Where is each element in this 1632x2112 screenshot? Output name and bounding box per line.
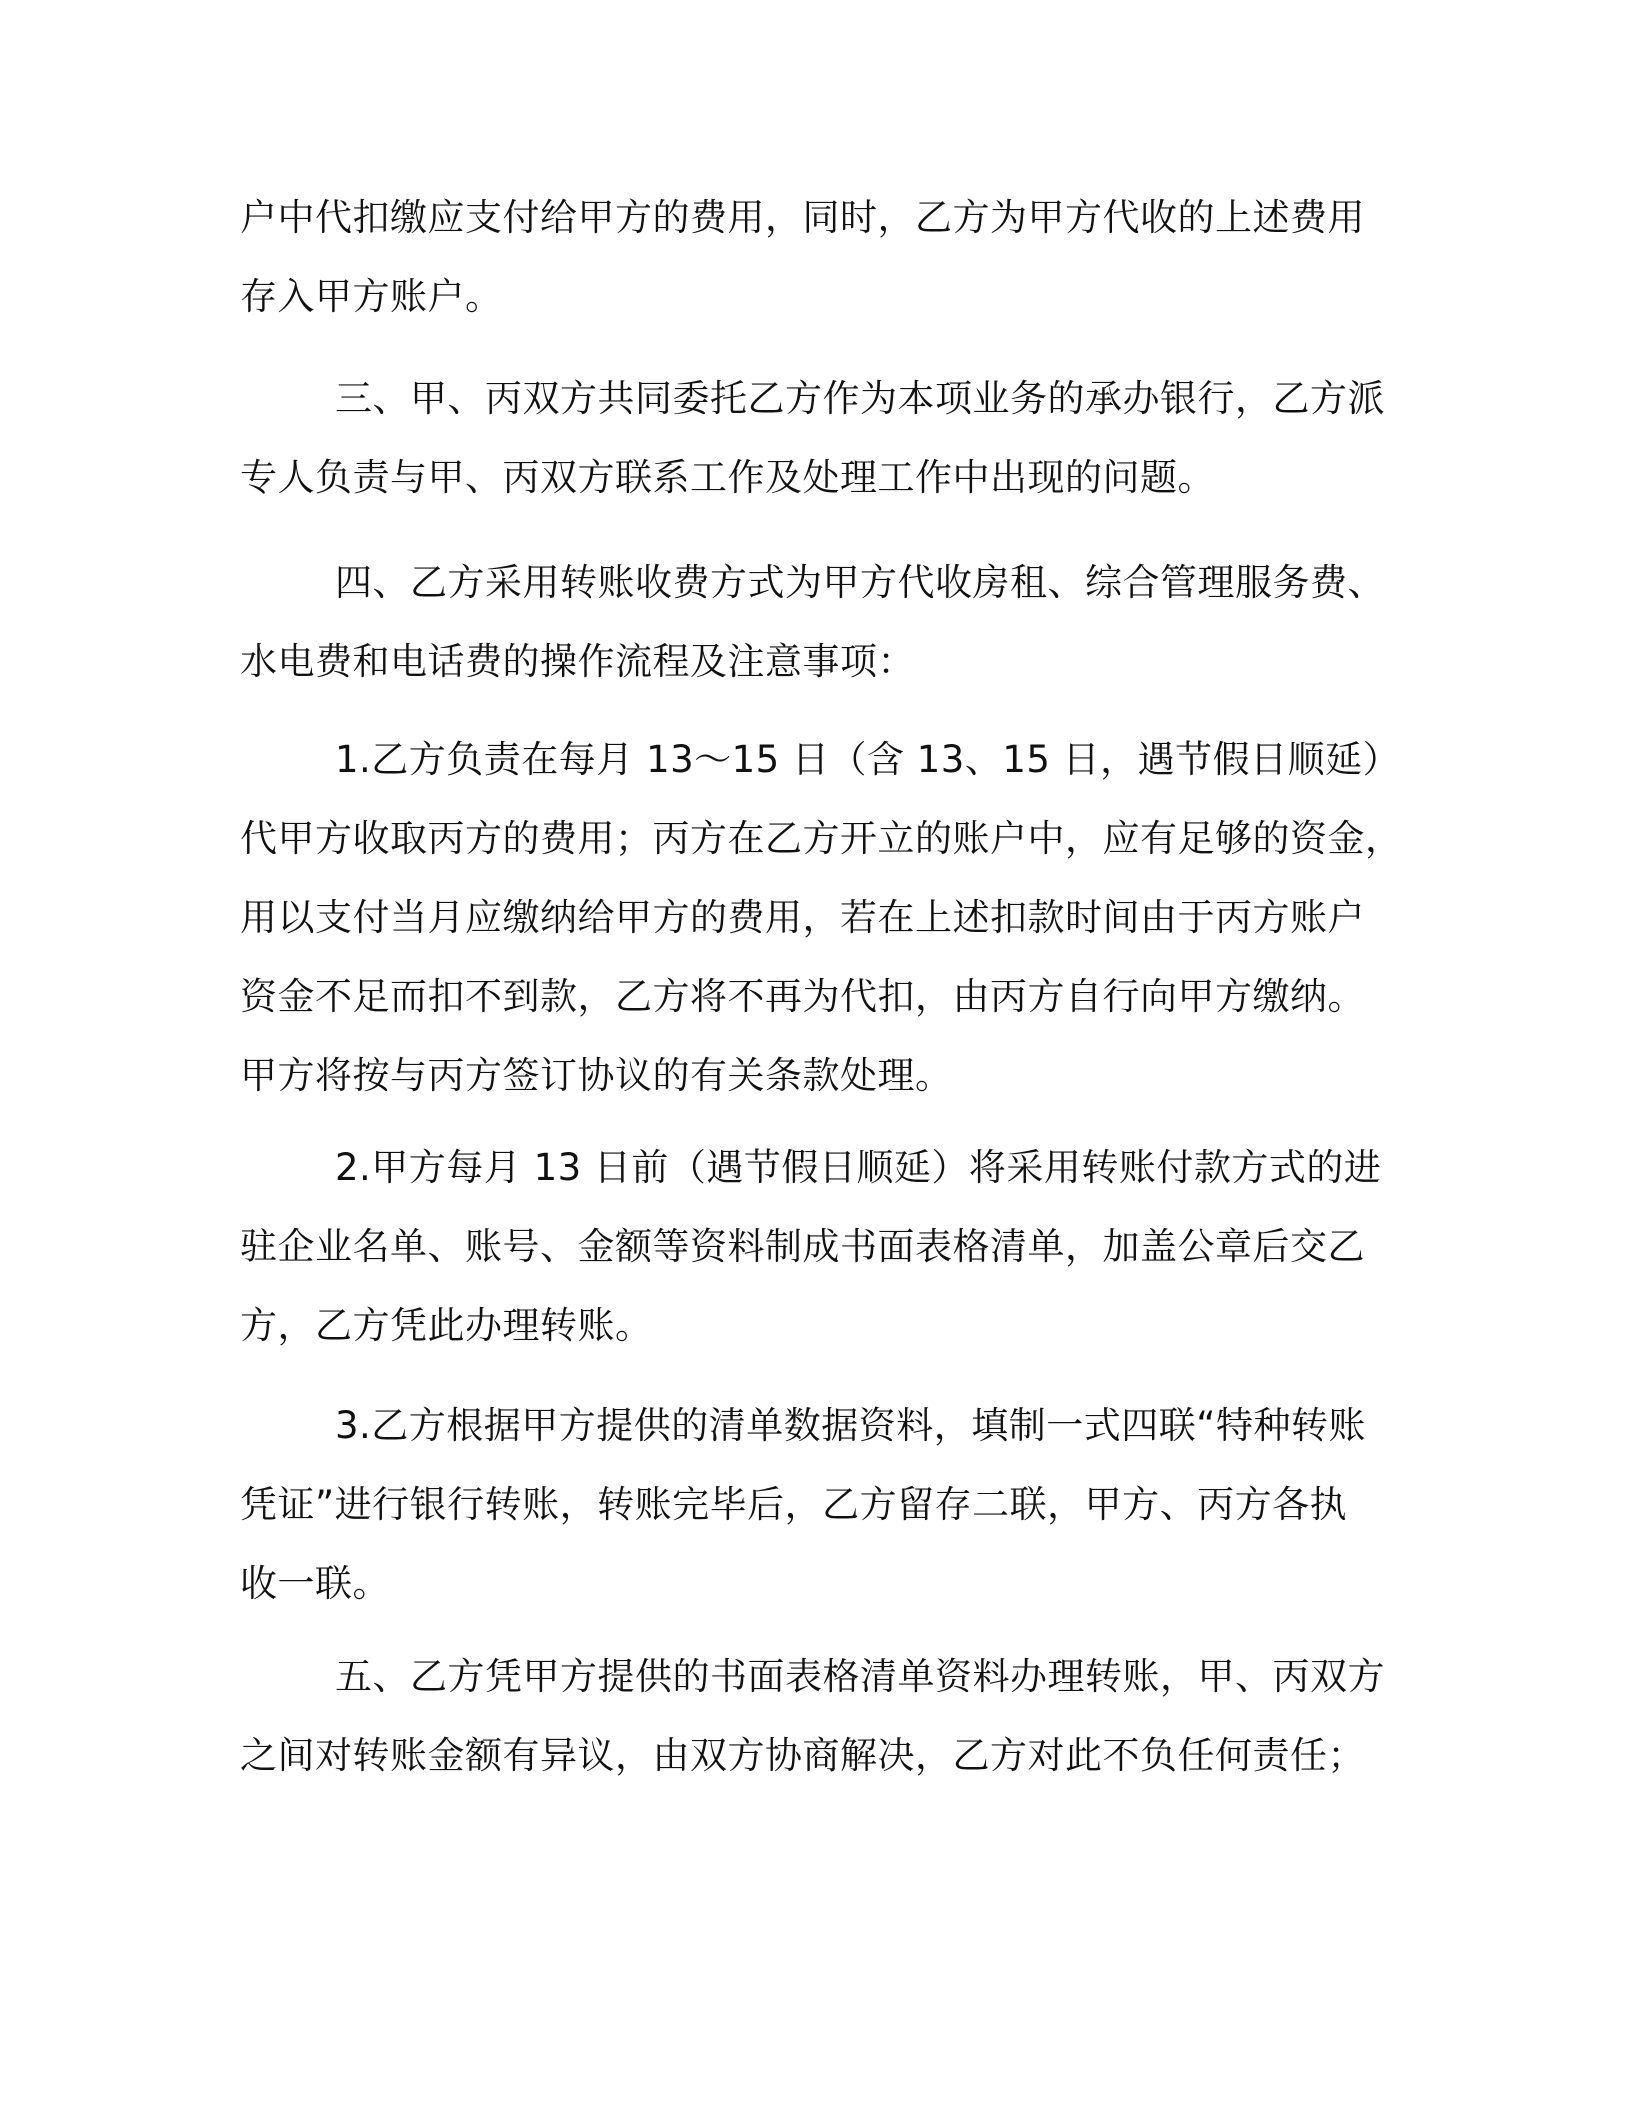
text-line: 之间对转账金额有异议，由双方协商解决，乙方对此不负任何责任； [240, 1734, 1365, 1777]
paragraph-continuation [240, 178, 1400, 336]
text-line: 四、乙方采用转账收费方式为甲方代收房租、综合管理服务费、 [335, 561, 1385, 604]
paragraph-item-4-1 [240, 720, 1403, 1115]
paragraph-section-3 [240, 359, 1400, 517]
text-line: 水电费和电话费的操作流程及注意事项： [240, 640, 915, 683]
text-line: 3.乙方根据甲方提供的清单数据资料，填制一式四联“特种转账 [335, 1404, 1366, 1447]
text-line: 收一联。 [240, 1562, 390, 1605]
text-line: 五、乙方凭甲方提供的书面表格清单资料办理转账，甲、丙双方 [335, 1655, 1385, 1698]
text-line: 2.甲方每月 13 日前（遇节假日顺延）将采用转账付款方式的进 [335, 1146, 1382, 1189]
text-line: 凭证”进行银行转账，转账完毕后，乙方留存二联，甲方、丙方各执 [240, 1483, 1348, 1526]
text-line: 代甲方收取丙方的费用；丙方在乙方开立的账户中，应有足够的资金， [240, 817, 1403, 860]
text-line: 方，乙方凭此办理转账。 [240, 1304, 653, 1347]
paragraph-section-5 [240, 1637, 1400, 1795]
text-line: 驻企业名单、账号、金额等资料制成书面表格清单，加盖公章后交乙 [240, 1225, 1365, 1268]
paragraph-section-4 [240, 543, 1400, 701]
paragraph-item-4-2 [240, 1128, 1400, 1365]
text-line: 专人负责与甲、丙双方联系工作及处理工作中出现的问题。 [240, 456, 1215, 499]
text-line: 甲方将按与丙方签订协议的有关条款处理。 [240, 1054, 953, 1097]
text-line: 户中代扣缴应支付给甲方的费用，同时，乙方为甲方代收的上述费用 [240, 196, 1365, 239]
text-line: 用以支付当月应缴纳给甲方的费用，若在上述扣款时间由于丙方账户 [240, 896, 1365, 939]
text-line: 存入甲方账户。 [240, 275, 503, 318]
text-line: 1.乙方负责在每月 13～15 日（含 13、15 日，遇节假日顺延） [335, 738, 1401, 781]
text-line: 资金不足而扣不到款，乙方将不再为代扣，由丙方自行向甲方缴纳。 [240, 975, 1365, 1018]
paragraph-item-4-3 [240, 1386, 1400, 1623]
text-line: 三、甲、丙双方共同委托乙方作为本项业务的承办银行，乙方派 [335, 377, 1385, 420]
